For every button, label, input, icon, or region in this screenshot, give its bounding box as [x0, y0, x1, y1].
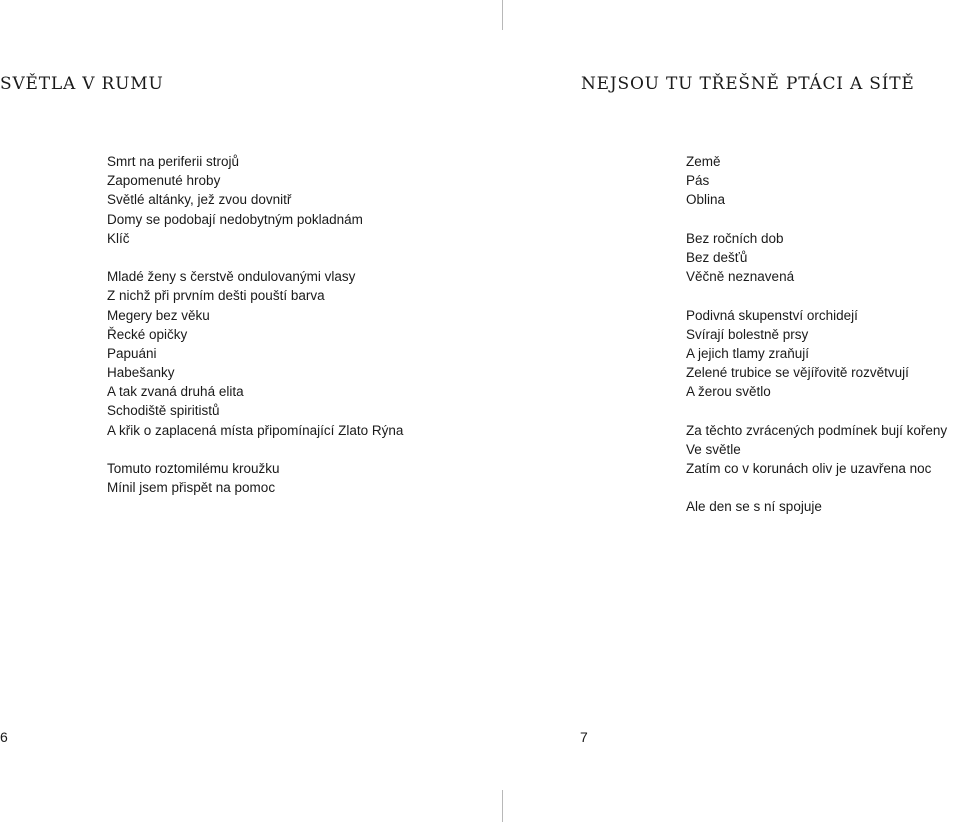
verse-line: Zatím co v korunách oliv je uzavřena noc: [686, 461, 932, 476]
verse-line: Megery bez věku: [107, 307, 210, 323]
poem-title-left: SVĚTLA V RUMU: [0, 74, 164, 94]
verse-line: Ve světle: [686, 441, 741, 457]
stanza-break: [107, 440, 403, 459]
poem-title-right: NEJSOU TU TŘEŠNĚ PTÁCI A SÍTĚ: [581, 74, 915, 94]
verse-line: A tak zvaná druhá elita: [107, 384, 244, 400]
page-number-right: 7: [580, 729, 588, 745]
verse-line: Habešanky: [107, 365, 175, 381]
verse-line: Mínil jsem přispět na pomoc: [107, 480, 276, 496]
verse-line: A žerou světlo: [686, 384, 771, 400]
gutter-mark-bottom: [502, 790, 503, 822]
verse-line: Domy se podobají nedobytným pokladnám: [107, 211, 363, 227]
stanza-break: [686, 286, 947, 305]
verse-line: Věčně neznavená: [686, 269, 795, 285]
verse-line: A křik o zaplacená místa připomínající Zlato Rýna: [107, 422, 404, 438]
verse-line: Bez dešťů: [686, 249, 748, 265]
verse-line: Schodiště spiritistů: [107, 403, 220, 419]
verse-line: Zapomenuté hroby: [107, 173, 221, 189]
poem-text-left: [107, 152, 403, 497]
verse-line: Zelené trubice se vějířovitě rozvětvují: [686, 365, 909, 381]
stanza-break: [686, 401, 947, 420]
poem-text-right: [686, 152, 947, 517]
verse-line: Z nichž při prvním dešti pouští barva: [107, 288, 325, 304]
verse-line: Svírají bolestně prsy: [686, 326, 809, 342]
verse-line: Podivná skupenství orchidejí: [686, 307, 858, 323]
verse-line: Oblina: [686, 192, 726, 208]
verse-line: Řecké opičky: [107, 326, 188, 342]
verse-line: A jejich tlamy zraňují: [686, 345, 810, 361]
gutter-mark-top: [502, 0, 503, 30]
verse-line: Pás: [686, 173, 710, 189]
verse-line: Bez ročních dob: [686, 230, 784, 246]
stanza-break: [686, 478, 947, 497]
verse-line: Za těchto zvrácených podmínek bují kořeny: [686, 422, 948, 438]
stanza-break: [107, 248, 403, 267]
page-number-left: 6: [0, 729, 8, 745]
verse-line: Tomuto roztomilému kroužku: [107, 461, 280, 476]
stanza-break: [686, 210, 947, 229]
verse-line: Světlé altánky, jež zvou dovnitř: [107, 192, 292, 208]
verse-line: Ale den se s ní spojuje: [686, 499, 822, 515]
verse-line: Papuáni: [107, 345, 157, 361]
verse-line: Klíč: [107, 230, 130, 246]
verse-line: Země: [686, 154, 721, 169]
verse-line: Mladé ženy s čerstvě ondulovanými vlasy: [107, 269, 356, 285]
verse-line: Smrt na periferii strojů: [107, 154, 240, 169]
